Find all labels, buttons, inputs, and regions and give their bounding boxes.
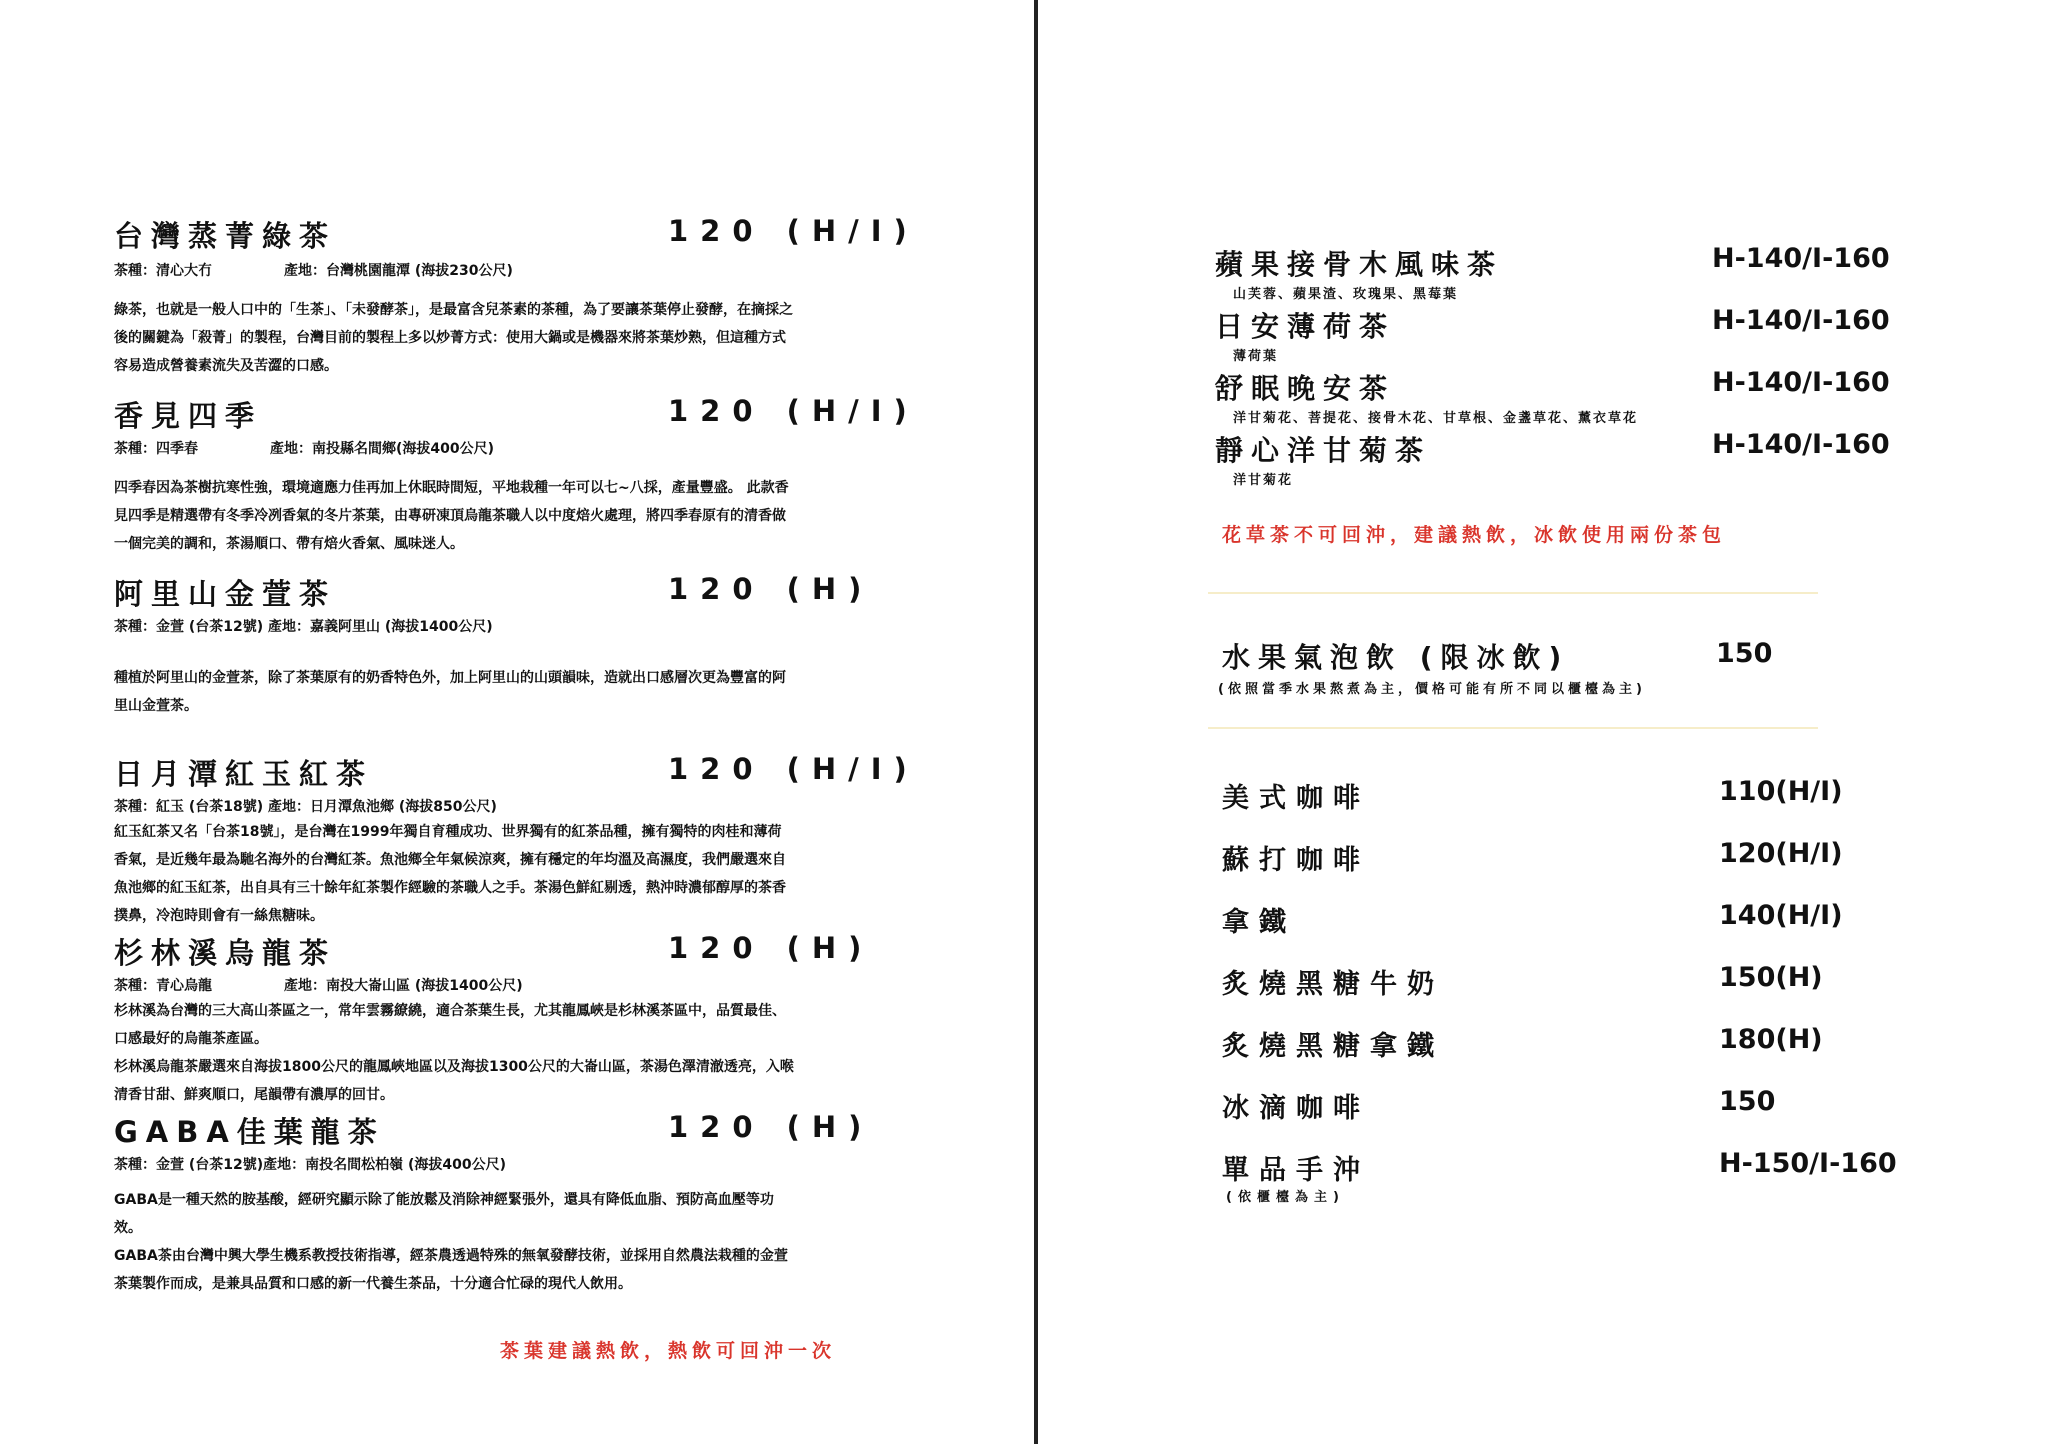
item-price: 120 (H): [668, 931, 874, 965]
tea-refill-note: 茶葉建議熱飲，熱飲可回沖一次: [500, 1340, 837, 1362]
item-name: 蘇打咖啡: [1222, 845, 1370, 876]
description-paragraph: 四季春因為茶樹抗寒性強，環境適應力佳再加上休眠時間短，平地栽種一年可以七~八採，產量豐盛。 此款香見四季是精選帶有冬季冷冽香氣的冬片茶葉，由專研凍頂烏龍茶職人以中度焙火處理，將四季春原有的清香做一個完美的調和，茶湯順口、帶有焙火香氣、風味迷人。: [114, 480, 789, 552]
item-name: 炙燒黑糖拿鐵: [1222, 1031, 1444, 1062]
description-paragraph: GABA茶由台灣中興大學生機系教授技術指導，經茶農透過特殊的無氧發酵技術，並採用自然農法栽種的金萱茶葉製作而成，是兼具品質和口感的新一代養生茶品，十分適合忙碌的現代人飲用。: [114, 1248, 788, 1292]
description-paragraph: 杉林溪為台灣的三大高山茶區之一，常年雲霧繚繞，適合茶葉生長，尤其龍鳳峽是杉林溪茶區中，品質最佳、口感最好的烏龍茶產區。: [114, 1003, 786, 1047]
item-price: H-140/I-160: [1712, 367, 1890, 398]
item-origin: 產地：南投大崙山區 (海拔1400公尺): [284, 978, 523, 994]
description-paragraph: 紅玉紅茶又名「台茶18號」，是台灣在1999年獨自育種成功、世界獨有的紅茶品種，擁有獨特的肉桂和薄荷香氣，是近幾年最為馳名海外的台灣紅茶。魚池鄉全年氣候涼爽，擁有穩定的年均溫及高濕度，我們嚴選來自魚池鄉的紅玉紅茶，出自具有三十餘年紅茶製作經驗的茶職人之手。茶湯色鮮紅剔透，熱沖時濃郁醇厚的茶香撲鼻，冷泡時則會有一絲焦糖味。: [114, 824, 786, 924]
item-variety: 茶種：金萱 (台茶12號): [114, 1157, 264, 1173]
item-origin: 產地：南投縣名間鄉(海拔400公尺): [270, 441, 495, 457]
description-paragraph: GABA是一種天然的胺基酸，經研究顯示除了能放鬆及消除神經緊張外，還具有降低血脂、預防高血壓等功效。: [114, 1192, 774, 1236]
description-paragraph: 綠茶，也就是一般人口中的「生茶」、「未發酵茶」，是最富含兒茶素的茶種，為了要讓茶葉停止發酵，在摘採之後的關鍵為「殺菁」的製程，台灣目前的製程上多以炒菁方式：使用大鍋或是機器來將茶葉炒熟，但這種方式容易造成營養素流失及苦澀的口感。: [114, 302, 793, 374]
item-price: H-140/I-160: [1712, 243, 1890, 274]
item-name: 杉林溪烏龍茶: [114, 936, 337, 970]
item-price: 120 (H/I): [668, 752, 919, 786]
item-name: 靜心洋甘菊茶: [1215, 434, 1432, 467]
page-divider: [1034, 0, 1038, 1444]
item-price: 110(H/I): [1719, 776, 1843, 807]
section-rule: [1208, 727, 1818, 729]
item-name: 拿鐵: [1222, 907, 1296, 938]
menu-item-fruit-sparkling-note: (依照當季水果熬煮為主，價格可能有所不同以櫃檯為主): [1218, 682, 1646, 697]
item-name: 阿里山金萱茶: [114, 577, 337, 611]
item-price: 150(H): [1719, 962, 1823, 993]
item-variety: 茶種：四季春: [114, 441, 198, 457]
item-description: [114, 474, 794, 558]
item-description: [114, 997, 794, 1109]
item-description: [114, 1186, 794, 1298]
item-description: [114, 296, 794, 380]
item-ingredients: 山芙蓉、蘋果渣、玫瑰果、黑莓葉: [1233, 287, 1459, 302]
item-price: 120 (H/I): [668, 394, 919, 428]
herbal-tea-note: 花草茶不可回沖，建議熱飲，冰飲使用兩份茶包: [1222, 524, 1727, 546]
item-origin: 產地：台灣桃園龍潭 (海拔230公尺): [284, 263, 513, 279]
description-paragraph: 杉林溪烏龍茶嚴選來自海拔1800公尺的龍鳳峽地區以及海拔1300公尺的大崙山區，茶湯色澤清澈透亮，入喉清香甘甜、鮮爽順口，尾韻帶有濃厚的回甘。: [114, 1059, 794, 1103]
item-name: 美式咖啡: [1222, 783, 1370, 814]
item-origin: 產地：南投名間松柏嶺 (海拔400公尺): [263, 1157, 507, 1173]
item-price: 150: [1719, 1086, 1776, 1117]
item-ingredients: 洋甘菊花、菩提花、接骨木花、甘草根、金盞草花、薰衣草花: [1233, 411, 1639, 426]
item-ingredients: 洋甘菊花: [1233, 473, 1294, 488]
item-price: 140(H/I): [1719, 900, 1843, 931]
item-name: 炙燒黑糖牛奶: [1222, 969, 1444, 1000]
item-price: 180(H): [1719, 1024, 1823, 1055]
item-meta: [114, 616, 493, 636]
item-ingredients: 薄荷葉: [1233, 349, 1279, 364]
item-meta: [114, 796, 497, 816]
item-name: GABA佳葉龍茶: [114, 1115, 385, 1149]
item-variety: 茶種：清心大冇: [114, 263, 212, 279]
menu-item-fruit-sparkling-price: 150: [1716, 638, 1773, 669]
item-meta: [114, 1154, 506, 1174]
item-variety: 茶種：青心烏龍: [114, 978, 212, 994]
item-price: H-140/I-160: [1712, 429, 1890, 460]
item-origin: 產地：嘉義阿里山 (海拔1400公尺): [268, 619, 493, 635]
item-meta: [114, 975, 523, 995]
item-name: 台灣蒸菁綠茶: [114, 219, 337, 253]
item-origin: 產地：日月潭魚池鄉 (海拔850公尺): [268, 799, 497, 815]
item-description: [114, 664, 794, 720]
item-name: 舒眠晚安茶: [1215, 372, 1396, 405]
item-meta: [114, 260, 513, 280]
item-name: 香見四季: [114, 399, 263, 433]
item-name: 日月潭紅玉紅茶: [114, 757, 374, 791]
item-price: H-140/I-160: [1712, 305, 1890, 336]
item-variety: 茶種：金萱 (台茶12號): [114, 619, 264, 635]
item-name: 蘋果接骨木風味茶: [1215, 248, 1504, 281]
item-description: [114, 818, 794, 930]
item-price: 120 (H): [668, 572, 874, 606]
item-price: 120 (H): [668, 1110, 874, 1144]
item-variety: 茶種：紅玉 (台茶18號): [114, 799, 264, 815]
item-price: 120 (H/I): [668, 214, 919, 248]
item-name: 冰滴咖啡: [1222, 1093, 1370, 1124]
menu-item-fruit-sparkling-name: 水果氣泡飲 (限冰飲): [1222, 641, 1570, 674]
item-meta: [114, 438, 494, 458]
section-rule: [1208, 592, 1818, 594]
item-note: (依櫃檯為主): [1226, 1190, 1345, 1205]
item-price: 120(H/I): [1719, 838, 1843, 869]
item-name: 單品手沖: [1222, 1155, 1370, 1186]
item-name: 日安薄荷茶: [1215, 310, 1396, 343]
description-paragraph: 種植於阿里山的金萱茶，除了茶葉原有的奶香特色外，加上阿里山的山頭韻味，造就出口感層次更為豐富的阿里山金萱茶。: [114, 670, 786, 714]
item-price: H-150/I-160: [1719, 1148, 1897, 1179]
